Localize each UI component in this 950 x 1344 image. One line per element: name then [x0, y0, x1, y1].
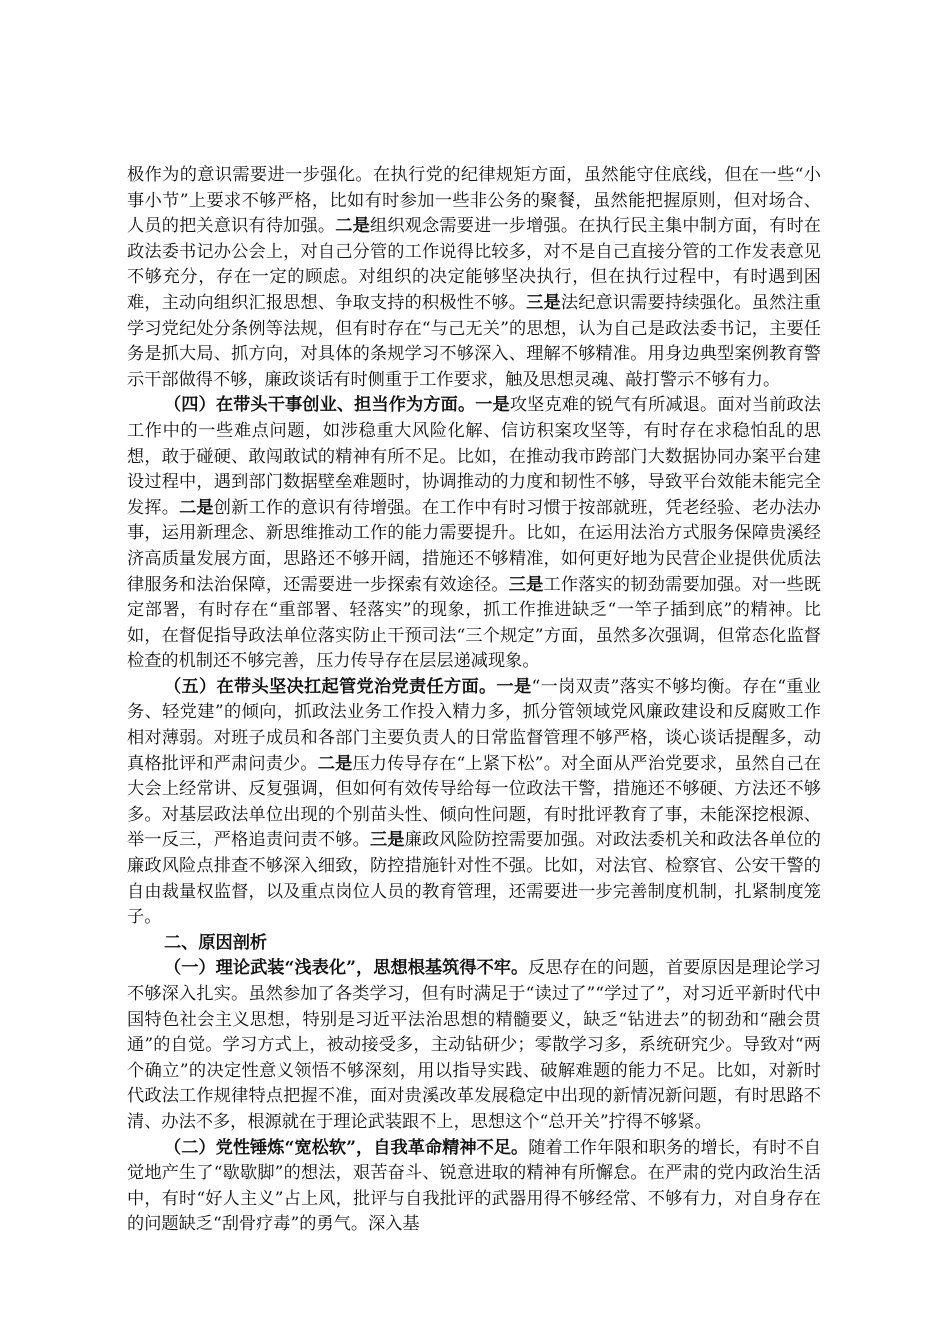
text-run: 创新工作的意识有待增强。在工作中有时习惯于按部就班，凭老经验、老办法办事，运用新理念、新思维推动工作的能力需要提升。比如，在运用法治方式服务保障贵溪经济高质量发展方面，思路还不够开阔，措施还不够精准，如何更好地为民营企业提供优质法律服务和法治保障，还需要进一步探索有效途径。	[127, 497, 821, 595]
text-run: 攻坚克难的锐气有所减退。面对当前政法工作中的一些难点问题，如涉稳重大风险化解、信访积案攻坚等，有时存在求稳怕乱的思想，敢于碰硬、敢闯敢试的精神有所不足。比如，在推动我市跨部门大数据协同办案平台建设过程中，遇到部门数据壁垒难题时，协调推动的力度和韧性不够，导致平台效能未能完全发挥。	[127, 395, 821, 518]
text-run: 工作落实的韧劲需要加强。对一些既定部署，有时存在“重部署、轻落实”的现象，抓工作推进缺乏“一竿子插到底”的精神。比如，在督促指导政法单位落实防止干预司法“三个规定”方面，虽然多次强调，但常态化监督检查的机制还不够完善，压力传导存在层层递减现象。	[127, 574, 821, 672]
bold-run: （四）在带头干事创业、担当作为方面。一是	[163, 395, 510, 416]
bold-run: 二是	[335, 216, 370, 237]
paragraph-cause-1	[127, 956, 821, 1135]
bold-run: 二是	[179, 497, 214, 518]
text-run: 组织观念需要进一步增强。在执行民主集中制方面，有时在政法委书记办公会上，对自己分管的工作说得比较多，对不是自己直接分管的工作发表意见不够充分，存在一定的顾虑。对组织的决定能够坚决执行，但在执行过程中，有时遇到困难，主动向组织汇报思想、争取支持的积极性不够。	[127, 216, 821, 313]
paragraph-section-5	[127, 675, 821, 931]
bold-run: 三是	[508, 574, 544, 595]
text-run: 法纪意识需要持续强化。虽然注重学习党纪处分条例等法规，但有时存在“与己无关”的思想，认为自己是政法委书记，主要任务是抓大局、抓方向，对具体的条规学习不够深入、理解不够精准。用身边典型案例教育警示干部做得不够，廉政谈话有时侧重于工作要求，触及思想灵魂、敲打警示不够有力。	[127, 292, 821, 390]
bold-run: 三是	[369, 830, 405, 851]
paragraph-section-4	[127, 393, 821, 675]
paragraph-cause-2	[127, 1136, 821, 1238]
text-run: 压力传导存在“上紧下松”。对全面从严治党要求，虽然自己在大会上经常讲、反复强调，但如何有效传导给每一位政法干警，措施还不够硬、方法还不够多。对基层政法单位出现的个别苗头性、倾向性问题，有时批评教育了事，未能深挖根源、举一反三，严格追责问责不够。	[127, 753, 821, 851]
document-body	[127, 163, 821, 1238]
section-heading	[127, 931, 821, 957]
bold-run: 二是	[317, 753, 353, 774]
paragraph-continuation	[127, 163, 821, 393]
bold-run: 三是	[526, 292, 561, 313]
text-run: 极作为的意识需要进一步强化。在执行党的纪律规矩方面，虽然能守住底线，但在一些“小事小节”上要求不够严格，比如有时参加一些非公务的聚餐，虽然能把握原则，但对场合、人员的把关意识有待加强。	[127, 165, 821, 237]
text-run: “一岗双责”落实不够均衡。存在“重业务、轻党建”的倾向，抓政法业务工作投入精力多，抓分管领域党风廉政建设和反腐败工作相对薄弱。对班子成员和各部门主要负责人的日常监督管理不够严格，谈心谈话提醒多，动真格批评和严肃问责少。	[127, 676, 821, 774]
text-run: 反思存在的问题，首要原因是理论学习不够深入扎实。虽然参加了各类学习，但有时满足于“读过了”“学过了”，对习近平新时代中国特色社会主义思想，特别是习近平法治思想的精髓要义，缺乏“钻进去”的韧劲和“融会贯通”的自觉。学习方式上，被动接受多，主动钻研少；零散学习多，系统研究少。导致对“两个确立”的决定性意义领悟不够深刻，用以指导实践、破解难题的能力不足。比如，对新时代政法工作规律特点把握不准，面对贵溪改革发展稳定中出现的新情况新问题，有时思路不清、办法不多，根源就在于理论武装跟不上，思想这个“总开关”拧得不够紧。	[127, 958, 821, 1132]
text-run: 廉政风险防控需要加强。对政法委机关和政法各单位的廉政风险点排查不够深入细致，防控措施针对性不强。比如，对法官、检察官、公安干警的自由裁量权监督，以及重点岗位人员的教育管理，还需要进一步完善制度机制，扎紧制度笼子。	[127, 830, 821, 928]
bold-run: （五）在带头坚决扛起管党治党责任方面。一是	[163, 676, 532, 697]
bold-run: 二、原因剖析	[163, 932, 268, 953]
bold-run: （二）党性锤炼“宽松软”，自我革命精神不足。	[163, 1137, 529, 1158]
bold-run: （一）理论武装“浅表化”，思想根基筑得不牢。	[163, 958, 529, 979]
text-run: 随着工作年限和职务的增长，有时不自觉地产生了“歇歇脚”的想法，艰苦奋斗、锐意进取的精神有所懈怠。在严肃的党内政治生活中，有时“好人主义”占上风，批评与自我批评的武器用得不够经常、不够有力，对自身存在的问题缺乏“刮骨疗毒”的勇气。深入基	[127, 1137, 821, 1235]
